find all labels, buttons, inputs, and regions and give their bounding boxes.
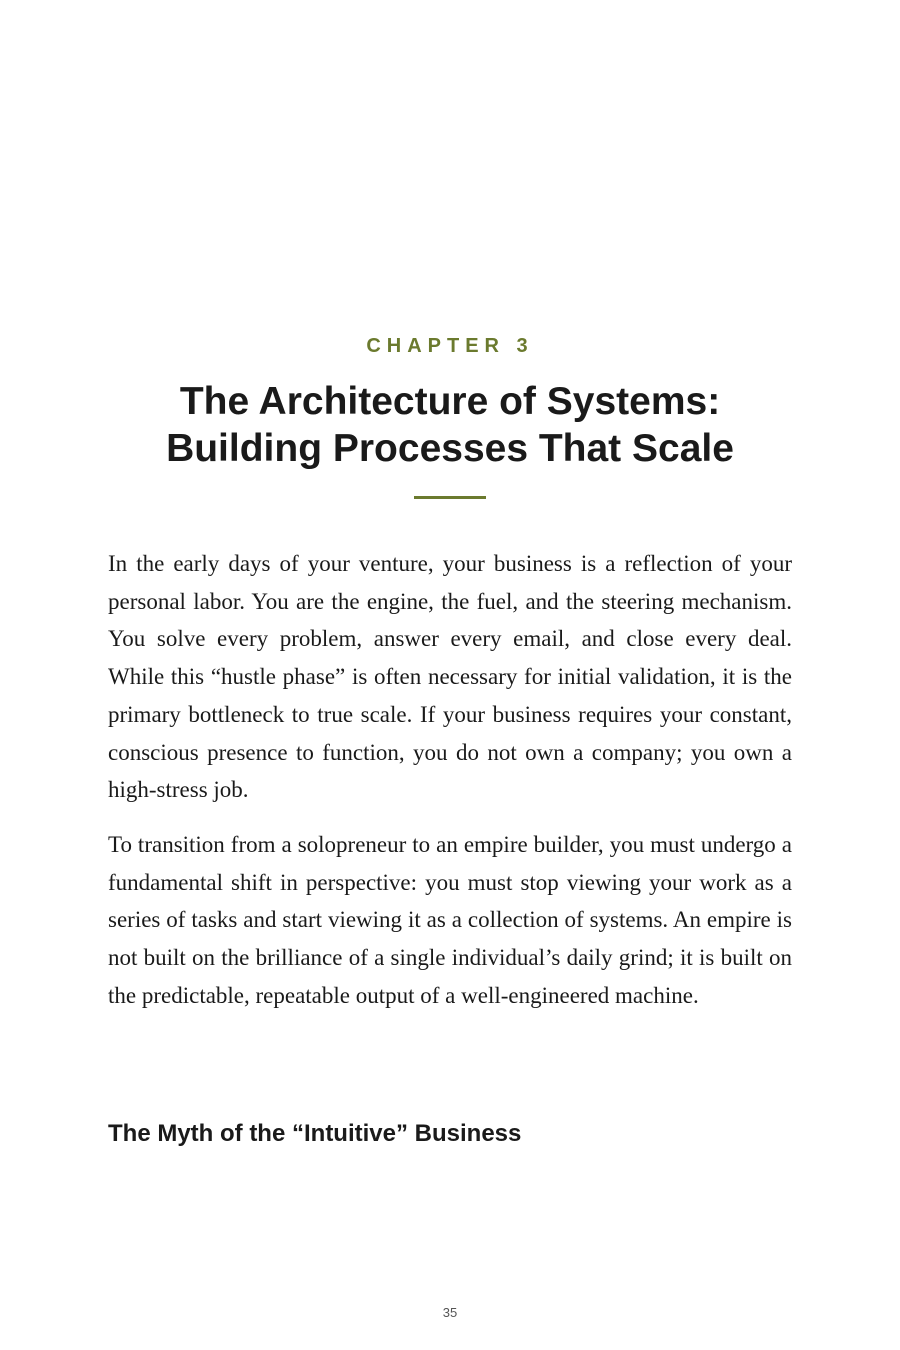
chapter-label: CHAPTER 3 [366, 335, 534, 357]
page-number: 35 [442, 1305, 458, 1320]
paragraph: To transition from a solopreneur to an empire builder, you must undergo a fundamental shift in perspective: you must stop viewing your work as a series of tasks and start viewing it as a collection of systems. An empire is not built on the brilliance of a single individual’s daily grind; it is built on the predictable, repeatable output of a well-engineered machine. [108, 831, 792, 1008]
paragraph: In the early days of your venture, your business is a reflection of your personal labor. You are the engine, the fuel, and the steering mechanism. You solve every problem, answer every email, and close every deal. While this “hustle phase” is often necessary for initial validation, it is the primary bottleneck to true scale. If your business requires your constant, conscious presence to function, you do not own a company; you own a high-stress job. [108, 551, 792, 803]
section-heading: The Myth of the “Intuitive” Business [108, 1120, 522, 1147]
body-text [108, 545, 792, 1031]
chapter-title [60, 378, 840, 472]
title-divider [414, 496, 486, 499]
chapter-title-line-1: The Architecture of Systems: [179, 380, 721, 423]
chapter-title-line-2: Building Processes That Scale [166, 427, 734, 470]
